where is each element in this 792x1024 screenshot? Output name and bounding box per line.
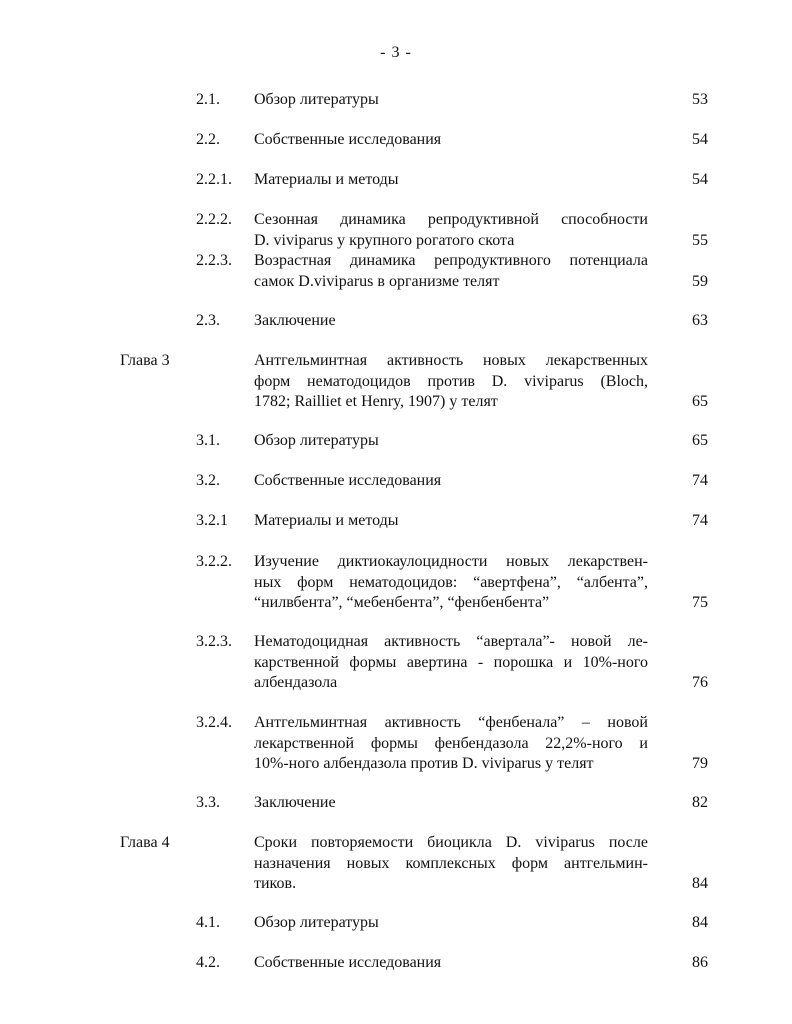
toc-title [254,953,648,974]
toc-title-line: Собственные исследования [254,131,442,148]
toc-title-line: Антгельминтная активность “фенбенала” – новой [254,714,648,731]
toc-section-number: 2.2. [196,131,220,148]
toc-title-line: Собственные исследования [254,472,442,489]
toc-section-number: 4.1. [196,914,220,931]
toc-title-line: лекарственной формы фенбендазола 22,2%-ного и [254,734,648,752]
toc-title-line: Материалы и методы [254,171,399,188]
toc-section-number: 3.2. [196,472,220,489]
toc-title-line: тиков. [254,875,297,892]
toc-page-number: 74 [692,472,708,489]
toc-title [254,511,648,532]
toc-title [254,251,648,292]
toc-title-line: 1782; Railliet et Henry, 1907) у телят [254,393,498,410]
toc-section-number: 3.2.4. [196,714,232,731]
toc-title-line: Нематодоцидная активность “авертала”- новой ле- [254,633,648,650]
toc-title-line: Антгельминтная активность новых лекарственных [254,352,648,369]
toc-section-number: 3.1. [196,432,220,449]
toc-section-number: 2.3. [196,312,220,329]
toc-page-number: 54 [692,131,708,148]
toc-title-line: карственной формы авертина - порошка и 10%-ного [254,653,648,671]
toc-page-number: 86 [692,954,708,971]
toc-title [254,431,648,452]
toc-title-line: форм нематодоцидов против D. viviparus (Bloch, [254,372,648,390]
toc-page-number: 65 [692,393,708,410]
toc-page-number: 54 [692,171,708,188]
toc-title-line: Обзор литературы [254,91,379,108]
toc-title [254,471,648,492]
toc-title-line: Собственные исследования [254,954,442,971]
toc-page-number: 74 [692,512,708,529]
toc-chapter-label: Глава 4 [120,834,170,851]
toc-page-number: 63 [692,312,708,329]
toc-page-number: 84 [692,875,708,892]
toc-chapter-label: Глава 3 [120,352,170,369]
toc-page-number: 84 [692,914,708,931]
toc-title-line: Обзор литературы [254,914,379,931]
toc-title-line: ных форм нематодоцидов: “авертфена”, “албента”, [254,573,648,591]
toc-title [254,713,648,775]
toc-section-number: 2.2.3. [196,252,232,269]
toc-title [254,311,648,332]
toc-title [254,351,648,413]
toc-title [254,170,648,191]
toc-title-line: Обзор литературы [254,432,379,449]
toc-title [254,90,648,111]
toc-title-line: Изучение диктиокаулоцидности новых лекарствен- [254,553,648,570]
toc-section-number: 2.2.1. [196,171,232,188]
page-number: - 3 - [380,44,412,61]
toc-title [254,833,648,895]
toc-title-line: Возрастная динамика репродуктивного потенциала [254,252,648,269]
toc-title-line: назначения новых комплексных форм антгельмин- [254,854,648,872]
toc-title [254,210,648,251]
toc-page-number: 82 [692,794,708,811]
toc-page-number: 59 [692,272,708,290]
toc-title [254,913,648,934]
toc-page-number: 79 [692,755,708,772]
toc-title [254,793,648,814]
toc-title-line: Заключение [254,794,336,811]
toc-title-line: “нилвбента”, “мебенбента”, “фенбенбента” [254,594,550,611]
toc-page-number: 75 [692,594,708,611]
toc-title [254,130,648,151]
toc-section-number: 3.3. [196,794,220,811]
toc-section-number: 2.1. [196,91,220,108]
toc-title-line: Материалы и методы [254,512,399,529]
toc-title-line: 10%-ного албендазола против D. viviparus у телят [254,755,594,772]
toc-section-number: 4.2. [196,954,220,971]
toc-page-number: 53 [692,91,708,108]
toc-section-number: 2.2.2. [196,211,232,228]
toc-title-line: D. viviparus у крупного рогатого скота [254,231,515,249]
toc-section-number: 3.2.1 [196,512,228,529]
toc-title-line: Сроки повторяемости биоцикла D. viviparus после [254,834,648,851]
toc-page-number: 76 [692,674,708,691]
toc-section-number: 3.2.2. [196,553,232,570]
toc-title [254,632,648,694]
toc-page-number: 55 [692,231,708,249]
toc-title-line: Сезонная динамика репродуктивной способности [254,211,648,228]
toc-title-line: самок D.viviparus в организме телят [254,272,500,290]
toc-title-line: Заключение [254,312,336,329]
toc-page-number: 65 [692,432,708,449]
toc-section-number: 3.2.3. [196,633,232,650]
toc-title-line: албендазола [254,674,338,691]
toc-title [254,552,648,614]
